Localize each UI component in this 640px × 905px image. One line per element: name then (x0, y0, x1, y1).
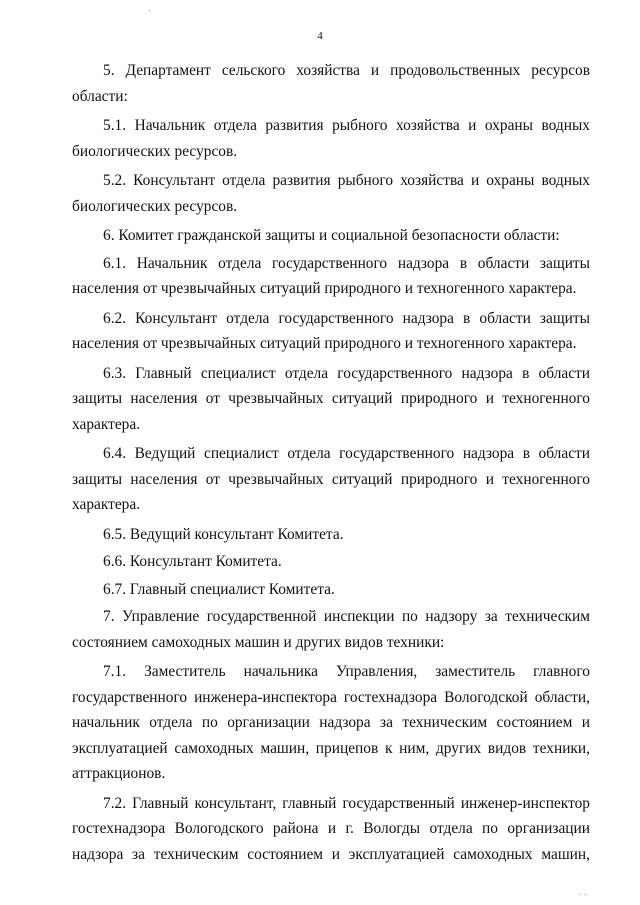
scan-speck: · · (578, 890, 588, 901)
paragraph-line: аттракционов. (72, 765, 166, 782)
paragraph-line: 7.2. Главный консультант, главный государственный инженер-инспектор (103, 794, 590, 812)
paragraph (72, 113, 590, 164)
paragraph-line: состоянием самоходных машин и других видов техники: (72, 633, 445, 651)
paragraph-line: 6.4. Ведущий специалист отдела государственного надзора в области (103, 445, 590, 462)
paragraph-line: 6.1. Начальник отдела государственного надзора в области защиты (103, 254, 590, 272)
paragraph (72, 361, 590, 438)
paragraph (72, 659, 590, 787)
paragraph-line: 6. Комитет гражданской защиты и социальной безопасности области: (103, 227, 560, 244)
paragraph-line: населения от чрезвычайных ситуаций природного и техногенного характера. (72, 280, 577, 297)
paragraph-line: государственного инженера-инспектора гостехнадзора Вологодской области, (72, 688, 590, 706)
paragraph-line: 6.6. Консультант Комитета. (103, 553, 282, 570)
paragraph (72, 577, 590, 603)
paragraph-line: надзора за техническим состоянием и эксплуатацией самоходных машин, (72, 845, 590, 863)
paragraph-line: 6.3. Главный специалист отдела государственного надзора в области (103, 364, 590, 382)
paragraph-line: 6.5. Ведущий консультант Комитета. (103, 525, 344, 543)
paragraph (72, 251, 590, 302)
paragraph-line: 6.7. Главный специалист Комитета. (103, 580, 335, 598)
paragraph-line: 5.2. Консультант отдела развития рыбного хозяйства и охраны водных (103, 172, 590, 189)
paragraph-line: гостехнадзора Вологодского района и г. Вологды отдела по организации (72, 820, 590, 837)
paragraph (72, 604, 590, 655)
paragraph (72, 441, 590, 518)
paragraph (72, 791, 590, 868)
paragraph-line: области: (72, 87, 128, 105)
paragraph-line: биологических ресурсов. (72, 142, 238, 160)
paragraph-line: защиты населения от чрезвычайных ситуаций природного и техногенного (72, 390, 590, 407)
paragraph-line: 7. Управление государственной инспекции по надзору за техническим (103, 608, 590, 625)
paragraph-line: эксплуатацией самоходных машин, прицепов к ним, других видов техники, (72, 739, 590, 757)
paragraph-line: характера. (72, 496, 141, 513)
paragraph-line: 7.1. Заместитель начальника Управления, заместитель главного (103, 663, 590, 680)
scan-speck: · (148, 6, 152, 17)
paragraph-line: начальник отдела по организации надзора за техническим состоянием и (72, 714, 590, 731)
paragraph-line: 5.1. Начальник отдела развития рыбного хозяйства и охраны водных (103, 117, 590, 134)
paragraph (72, 58, 590, 109)
paragraph-line: населения от чрезвычайных ситуаций природного и техногенного характера. (72, 335, 577, 352)
paragraph (72, 522, 590, 548)
paragraph (72, 549, 590, 575)
paragraph (72, 168, 590, 219)
paragraph-line: характера. (72, 415, 141, 433)
paragraph-line: 5. Департамент сельского хозяйства и продовольственных ресурсов (103, 62, 590, 79)
paragraph-line: биологических ресурсов. (72, 197, 238, 215)
paragraph (72, 306, 590, 357)
page-number: 4 (317, 30, 323, 42)
paragraph-line: 6.2. Консультант отдела государственного надзора в области защиты (103, 309, 590, 327)
document-body (72, 58, 590, 869)
paragraph-line: защиты населения от чрезвычайных ситуаций природного и техногенного (72, 470, 590, 488)
paragraph (72, 223, 590, 249)
